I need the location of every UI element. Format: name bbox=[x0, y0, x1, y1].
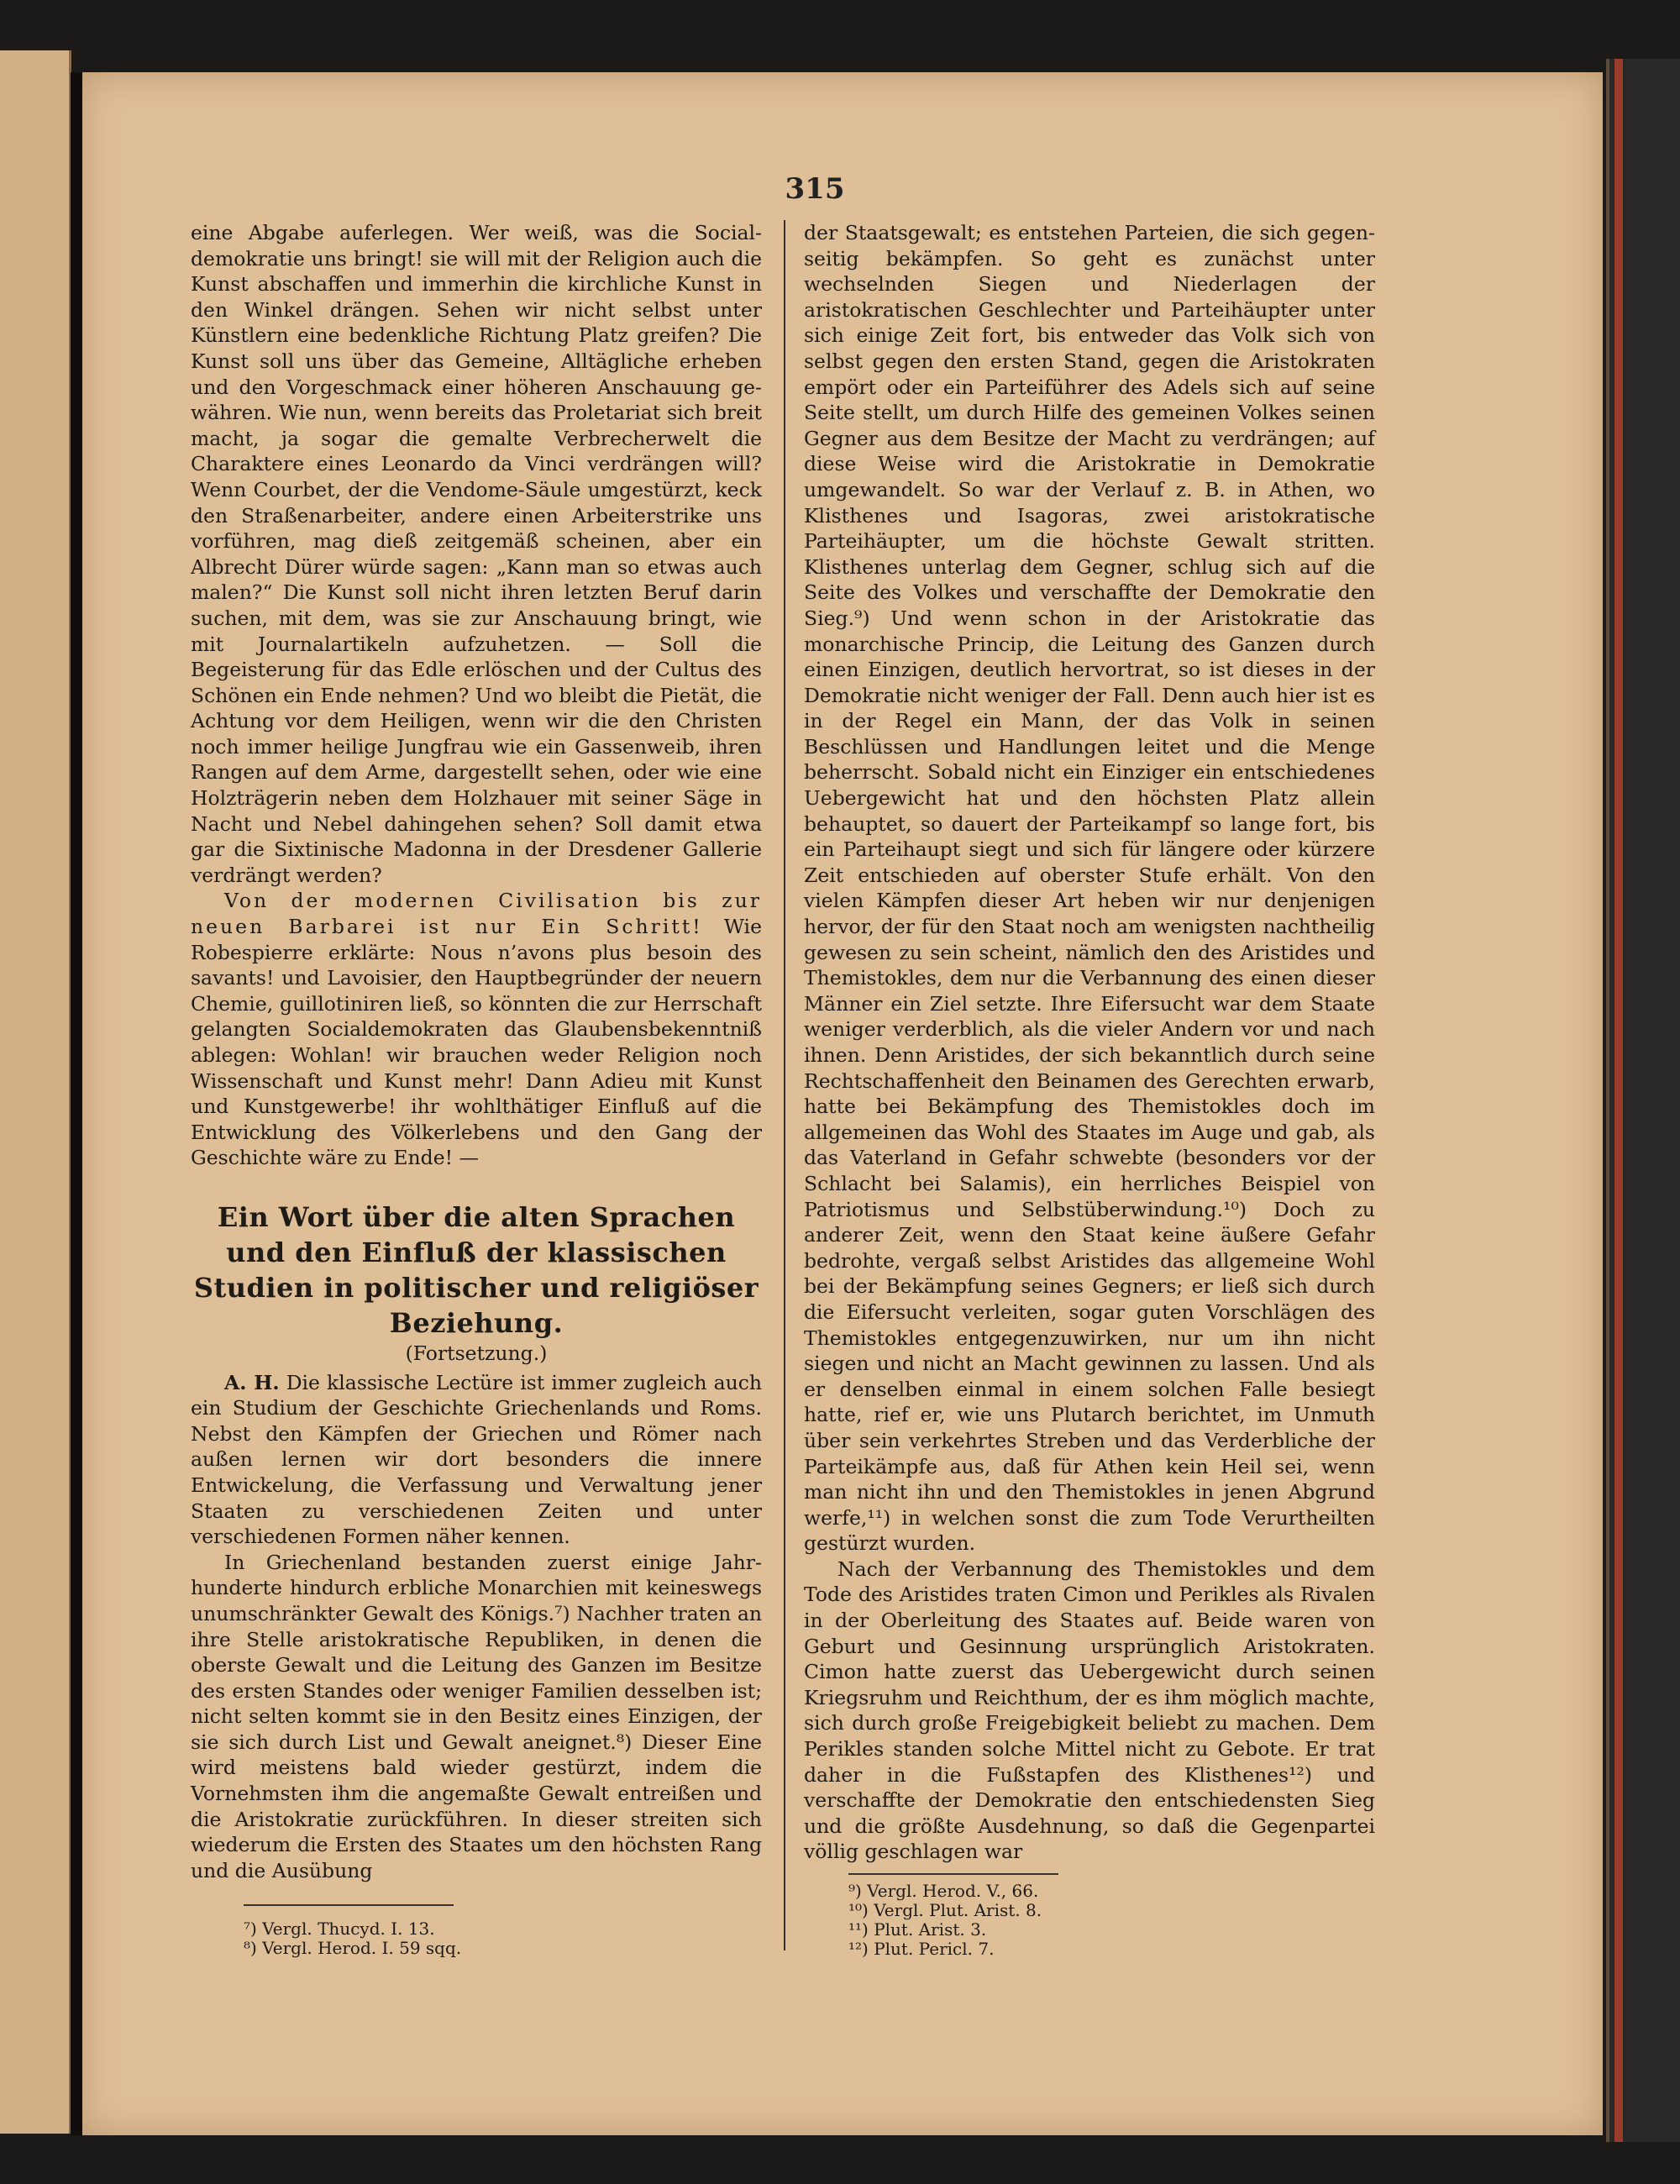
book-spine bbox=[1606, 59, 1680, 2142]
paragraph: Nach der Verbannung des Themistokles und dem Tode des Aristides traten Cimon und Perikles als Rivalen in der Oberleitung des Staates auf. Beide waren von Geburt und Gesinnung ursprünglich Aristokraten. Cimon hatte zuerst das Uebergewicht durch seinen Kriegsruhm und Reichthum, der es ihm möglich machte, sich durch große Freigebigkeit beliebt zu machen. Dem Perikles standen solche Mittel nicht zu Gebote. Er trat daher in die Fußstapfen des Klisthenes¹²) und verschaffte der Demokratie den entschiedensten Sieg und die größte Ausdehnung, so daß die Gegenpartei völlig geschlagen war bbox=[804, 1557, 1375, 1864]
previous-page-edge bbox=[0, 50, 71, 2134]
footnote: ¹¹) Plut. Arist. 3. bbox=[848, 1919, 987, 1940]
paragraph bbox=[191, 1370, 762, 1550]
continuation-note: (Fortsetzung.) bbox=[405, 1341, 548, 1365]
paragraph-text: Die klassische Lectüre ist immer zugleich auch ein Studium der Geschichte Griechenlands und Roms. Nebst den Kämpfen der Griechen und Römer nach außen lernen wir dort besonders die innere Entwickelung, die Verfassung und Verwaltung jener Staaten zu verschiedenen Zeiten und unter verschiedenen Formen näher kennen. bbox=[191, 1370, 763, 1549]
article-heading: Ein Wort über die alten Sprachen und den Einfluß der klassischen Studien in politischer und religiöser Beziehung. bbox=[193, 1200, 759, 1339]
left-footnotes bbox=[244, 1919, 461, 1958]
spaced-emphasis: Von der modernen Civilisation bis zur neuen Barbarei ist nur Ein Schritt! bbox=[191, 889, 762, 939]
footnote: ⁷) Vergl. Thucyd. I. 13. bbox=[244, 1919, 435, 1939]
footnote: ¹⁰) Vergl. Plut. Arist. 8. bbox=[848, 1900, 1042, 1920]
left-column bbox=[191, 220, 762, 1883]
paragraph: der Staatsgewalt; es entstehen Parteien, die sich gegenseitig bekämpfen. So geht es zunächst unter wechselnden Siegen und Niederlagen der aristokratischen Geschlechter und Parteihäupter unter sich einige Zeit fort, bis entweder das Volk sich von selbst gegen den ersten Stand, gegen die Aristokraten empört oder ein Parteiführer des Adels sich auf seine Seite stellt, um durch Hilfe des gemeinen Volkes seinen Gegner aus dem Besitze der Macht zu verdrängen; auf diese Weise wird die Aristokratie in Demokratie umgewandelt. So war der Verlauf z. B. in Athen, wo Klisthenes und Isagoras, zwei aristokratische Parteihäupter, um die höchste Gewalt stritten. Klisthenes unterlag dem Gegner, schlug sich auf die Seite des Volkes und verschaffte der Demokratie den Sieg.⁹) Und wenn schon in der Aristokratie das monarchische Princip, die Leitung des Ganzen durch einen Einzigen, deutlich hervortrat, so ist dieses in der Demokratie nicht weniger der Fall. Denn auch hier ist es in der Regel ein Mann, der das Volk in seinen Beschlüssen und Handlungen leitet und die Menge beherrscht. Sobald nicht ein Einziger ein entschiedenes Uebergewicht hat und den höchsten Platz allein behauptet, so dauert der Parteikampf so lange fort, bis ein Parteihaupt siegt und sich für längere oder kürzere Zeit entschieden auf oberster Stufe erhält. Von den vielen Kämpfen dieser Art heben wir nur denjenigen hervor, der für den Staat noch am wenigsten nachtheilig gewesen zu sein scheint, nämlich den des Aristides und Themistokles, dem nur die Verbannung des einen dieser Männer ein Ziel setzte. Ihre Eifersucht war dem Staate weniger verderblich, als die vieler Andern vor und nach ihnen. Denn Aristides, der sich bekanntlich durch seine Rechtschaffenheit den Beinamen des Gerechten erwarb, hatte bei Bekämpfung des Themistokles doch im allgemeinen das Wohl des Staates im Auge und gab, als das Vaterland in Gefahr schwebte (besonders vor der Schlacht bei Salamis), ein herrliches Beispiel von Patriotismus und Selbstüberwindung.¹⁰) Doch zu anderer Zeit, wenn den Staat keine äußere Gefahr bedrohte, vergaß selbst Aristides das allgemeine Wohl bei der Bekämpfung seines Gegners; er ließ sich durch die Eifersucht verleiten, sogar guten Vorschlägen des Themistokles entgegenzuwirken, nur um ihn nicht siegen und nicht an Macht gewinnen zu lassen. Und als er denselben einmal in einem solchen Falle besiegt hatte, rief er, wie uns Plutarch berichtet, im Unmuth über sein verkehrtes Streben und das Verderbliche der Parteikämpfe aus, daß für Athen kein Heil sei, wenn man nicht ihn und den Themistokles in jenen Abgrund werfe,¹¹) in welchen sonst die zum Tode Verurtheilten gestürzt wurden. bbox=[804, 221, 1375, 1556]
paragraph-continuation: Wie Robespierre erklärte: Nous n’avons plus besoin des savants! und Lavoisier, den Hauptbegründer der neuern Chemie, guillotiniren ließ, so könnten die zur Herrschaft gelangten Socialdemokraten das Glaubensbekenntniß ablegen: Wohlan! wir brauchen weder Religion noch Wissenschaft und Kunst mehr! Dann Adieu mit Kunst und Kunstgewerbe! ihr wohlthätiger Einfluß auf die Entwicklung des Völkerlebens und den Gang der Geschichte wäre zu Ende! — bbox=[191, 915, 762, 1170]
page-number: 315 bbox=[785, 172, 845, 206]
right-column bbox=[804, 220, 1375, 1865]
footnote: ⁸) Vergl. Herod. I. 59 sqq. bbox=[244, 1938, 462, 1958]
footnote: ¹²) Plut. Pericl. 7. bbox=[848, 1939, 995, 1959]
paragraph: In Griechenland bestanden zuerst einige Jahrhunderte hindurch erbliche Monarchien mit keineswegs unumschränkter Gewalt des Königs.⁷) Nachher traten an ihre Stelle aristokratische Republiken, in denen die oberste Gewalt und die Leitung des Ganzen im Besitze des ersten Standes oder weniger Familien desselben ist; nicht selten kommt sie in den Besitz eines Einzigen, der sie sich durch List und Gewalt aneignet.⁸) Dieser Eine wird meistens bald wieder gestürzt, indem die Vornehmsten ihm die angemaßte Gewalt entreißen und die Aristokratie zurückführen. In dieser streiten sich wiederum die Ersten des Staates um den höchsten Rang und die Ausübung bbox=[191, 1550, 762, 1882]
footnote: ⁹) Vergl. Herod. V., 66. bbox=[848, 1881, 1039, 1901]
author-initials: A. H. bbox=[224, 1370, 280, 1394]
paragraph: eine Abgabe auferlegen. Wer weiß, was die Socialdemokratie uns bringt! sie will mit der Religion auch die Kunst abschaffen und immerhin die kirchliche Kunst in den Winkel drängen. Sehen wir nicht selbst unter Künstlern eine bedenkliche Richtung Platz greifen? Die Kunst soll uns über das Gemeine, Alltägliche erheben und den Vorgeschmack einer höheren Anschauung gewähren. Wie nun, wenn bereits das Proletariat sich breit macht, ja sogar die gemalte Verbrecherwelt die Charaktere eines Leonardo da Vinci verdrängen will? Wenn Courbet, der die Vendome-Säule umgestürzt, keck den Straßenarbeiter, andere einen Arbeiterstrike uns vorführen, mag dieß zeitgemäß scheinen, aber ein Albrecht Dürer würde sagen: „Kann man so etwas auch malen?“ Die Kunst soll nicht ihren letzten Beruf darin suchen, mit dem, was sie zur Anschauung bringt, wie mit Journalartikeln aufzuhetzen. — Soll die Begeisterung für das Edle erlöschen und der Cultus des Schönen ein Ende nehmen? Und wo bleibt die Pietät, die Achtung vor dem Heiligen, wenn wir die den Christen noch immer heilige Jungfrau wie ein Gassenweib, ihren Rangen auf dem Arme, dargestellt sehen, oder wie eine Holzträgerin neben dem Holzhauer mit seiner Säge in Nacht und Nebel dahingehen sehen? Soll damit etwa gar die Sixtinische Madonna in der Dresdener Gallerie verdrängt werden? bbox=[191, 221, 762, 887]
right-footnotes bbox=[848, 1882, 1042, 1959]
footnote-rule bbox=[244, 1904, 454, 1906]
column-divider bbox=[784, 220, 785, 1950]
footnote-rule bbox=[848, 1873, 1058, 1875]
paragraph bbox=[191, 888, 762, 1171]
